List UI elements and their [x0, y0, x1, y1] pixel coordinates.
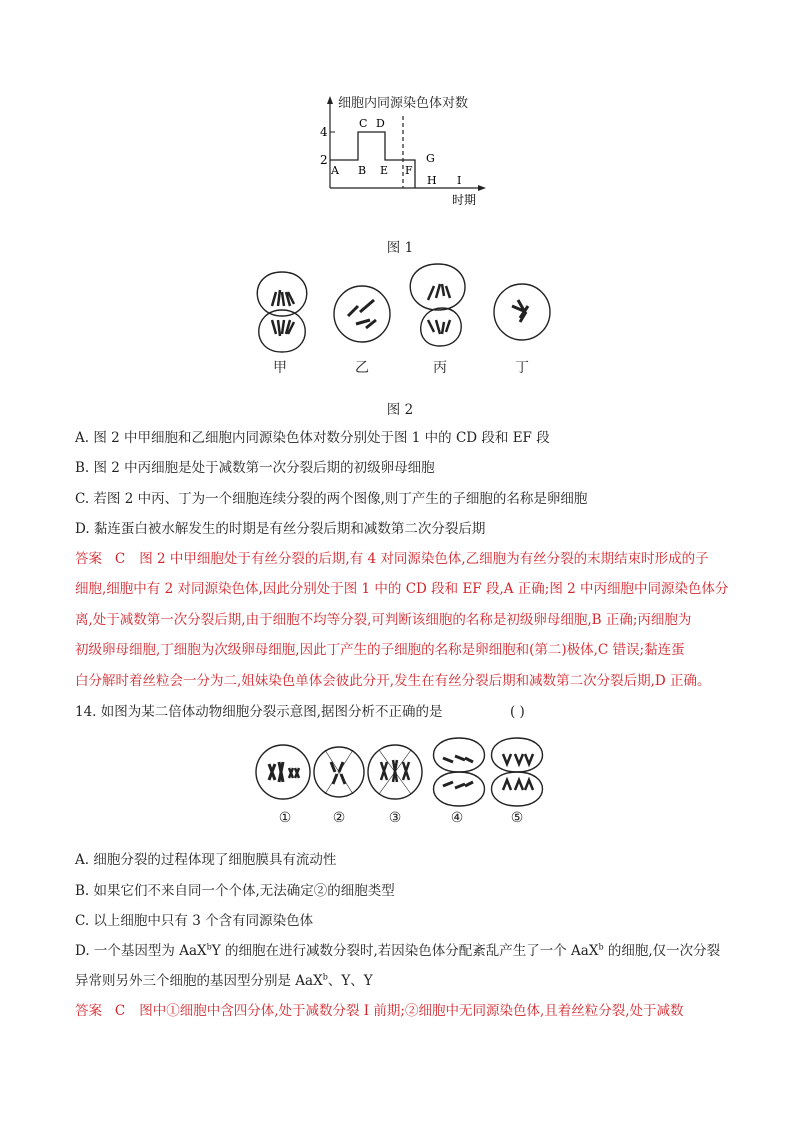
cell-4 [434, 738, 485, 806]
q14-explanation: 图中①细胞中含四分体,处于减数分裂 Ⅰ 前期;②细胞中无同源染色体,且着丝粒分裂,处于减数 [139, 1003, 684, 1019]
q13-option-a: A. 图 2 中甲细胞和乙细胞内同源染色体对数分别处于图 1 中的 CD 段和 EF 段 [75, 430, 550, 446]
q13-explanation-1: 细胞,细胞中有 2 对同源染色体,因此分别处于图 1 中的 CD 段和 EF 段,A 正确;图 2 中丙细胞中同源染色体分 [75, 581, 729, 597]
q13-explanation-2: 离,处于减数第一次分裂后期,由于细胞不均等分裂,可判断该细胞的名称是初级卵母细胞,B 正确;丙细胞为 [75, 612, 692, 628]
figure-q14-cells [255, 736, 555, 828]
cell-3 [368, 745, 422, 799]
figure1-caption: 图 1 [386, 240, 414, 256]
y-tick-2: 2 [320, 153, 328, 167]
q14-option-d-part2: Y 的细胞在进行减数分裂时,若因染色体分配紊乱产生了一个 AaX [211, 943, 599, 959]
label-cell-4: ④ [450, 810, 464, 826]
cell-1 [256, 745, 310, 799]
point-label-c: C [359, 117, 368, 130]
q13-answer-choice: C [114, 551, 126, 567]
q14-answer-line1 [75, 1001, 684, 1021]
label-cell-5: ⑤ [510, 810, 524, 826]
label-jia: 甲 [273, 360, 287, 376]
x-axis-arrow-icon [478, 185, 486, 191]
q13-option-b: B. 图 2 中丙细胞是处于减数第一次分裂后期的初级卵母细胞 [75, 460, 435, 476]
q14-option-b: B. 如果它们不来自同一个个体,无法确定②的细胞类型 [75, 883, 395, 899]
cell-ding [494, 284, 550, 340]
q14-option-a: A. 细胞分裂的过程体现了细胞膜具有流动性 [75, 852, 337, 868]
q14-option-d-part3: 的细胞,仅一次分裂 [603, 943, 721, 959]
x-axis-title: 时期 [452, 193, 477, 207]
q14-option-d-part1: D. 一个基因型为 AaX [75, 943, 207, 959]
label-bing: 丙 [433, 360, 447, 376]
label-ding: 丁 [515, 360, 529, 376]
q14-answer-label: 答案 [75, 1003, 102, 1019]
label-cell-3: ③ [388, 810, 402, 826]
q13-answer-label: 答案 [75, 551, 102, 567]
q13-option-d: D. 黏连蛋白被水解发生的时期是有丝分裂后期和减数第二次分裂后期 [75, 521, 486, 537]
cell-5 [492, 738, 543, 806]
q13-option-c: C. 若图 2 中丙、丁为一个细胞连续分裂的两个图像,则丁产生的子细胞的名称是卵细胞 [75, 491, 588, 507]
cell-yi [334, 286, 390, 342]
y-tick-4: 4 [320, 125, 328, 139]
q13-explanation-4: 白分解时着丝粒会一分为二,姐妹染色单体会彼此分开,发生在有丝分裂后期和减数第二次分裂后期,D 正确。 [75, 673, 711, 689]
q13-answer-line1 [75, 549, 709, 569]
figure2-caption: 图 2 [386, 402, 414, 418]
q14-option-d-line2a: 异常则另外三个细胞的基因型分别是 AaX [75, 973, 323, 989]
point-label-d: D [376, 117, 385, 130]
point-label-i: I [457, 174, 462, 187]
cell-bing [410, 264, 465, 346]
q14-option-d-line2b: 、Y、Y [327, 973, 373, 989]
q14-option-d-line2sup: b [322, 972, 328, 982]
label-cell-1: ① [278, 810, 292, 826]
point-label-g: G [426, 152, 435, 165]
q14-option-d-sup2: b [598, 942, 604, 952]
point-label-a: A [331, 164, 339, 177]
point-label-f: F [405, 164, 413, 177]
q13-explanation-3: 初级卵母细胞,丁细胞为次级卵母细胞,因此丁产生的子细胞的名称是卵细胞和(第二)极体,C 错误;黏连蛋 [75, 642, 685, 658]
q14-option-d-sup1: b [206, 942, 212, 952]
q14-answer-choice: C [114, 1003, 126, 1019]
point-label-e: E [380, 164, 389, 177]
data-series-line [330, 132, 415, 188]
q14-option-c: C. 以上细胞中只有 3 个含有同源染色体 [75, 913, 314, 929]
label-cell-2: ② [332, 810, 346, 826]
q14-option-d [75, 941, 720, 961]
figure2-cells [240, 262, 560, 382]
q14-option-d-line2 [75, 971, 373, 991]
label-yi: 乙 [355, 360, 369, 376]
cell-2 [314, 747, 364, 797]
point-label-b: B [358, 164, 367, 177]
q13-explanation-0: 图 2 中甲细胞处于有丝分裂的后期,有 4 对同源染色体,乙细胞为有丝分裂的末期结束时形成的子 [139, 551, 709, 567]
point-label-h: H [427, 174, 437, 187]
cell-jia [257, 272, 307, 352]
q14-stem: 14. 如图为某二倍体动物细胞分裂示意图,据图分析不正确的是 [75, 704, 443, 720]
q14-answer-bracket: ( ) [510, 704, 525, 720]
y-axis-arrow-icon [327, 96, 333, 104]
y-axis-title: 细胞内同源染色体对数 [338, 96, 469, 111]
